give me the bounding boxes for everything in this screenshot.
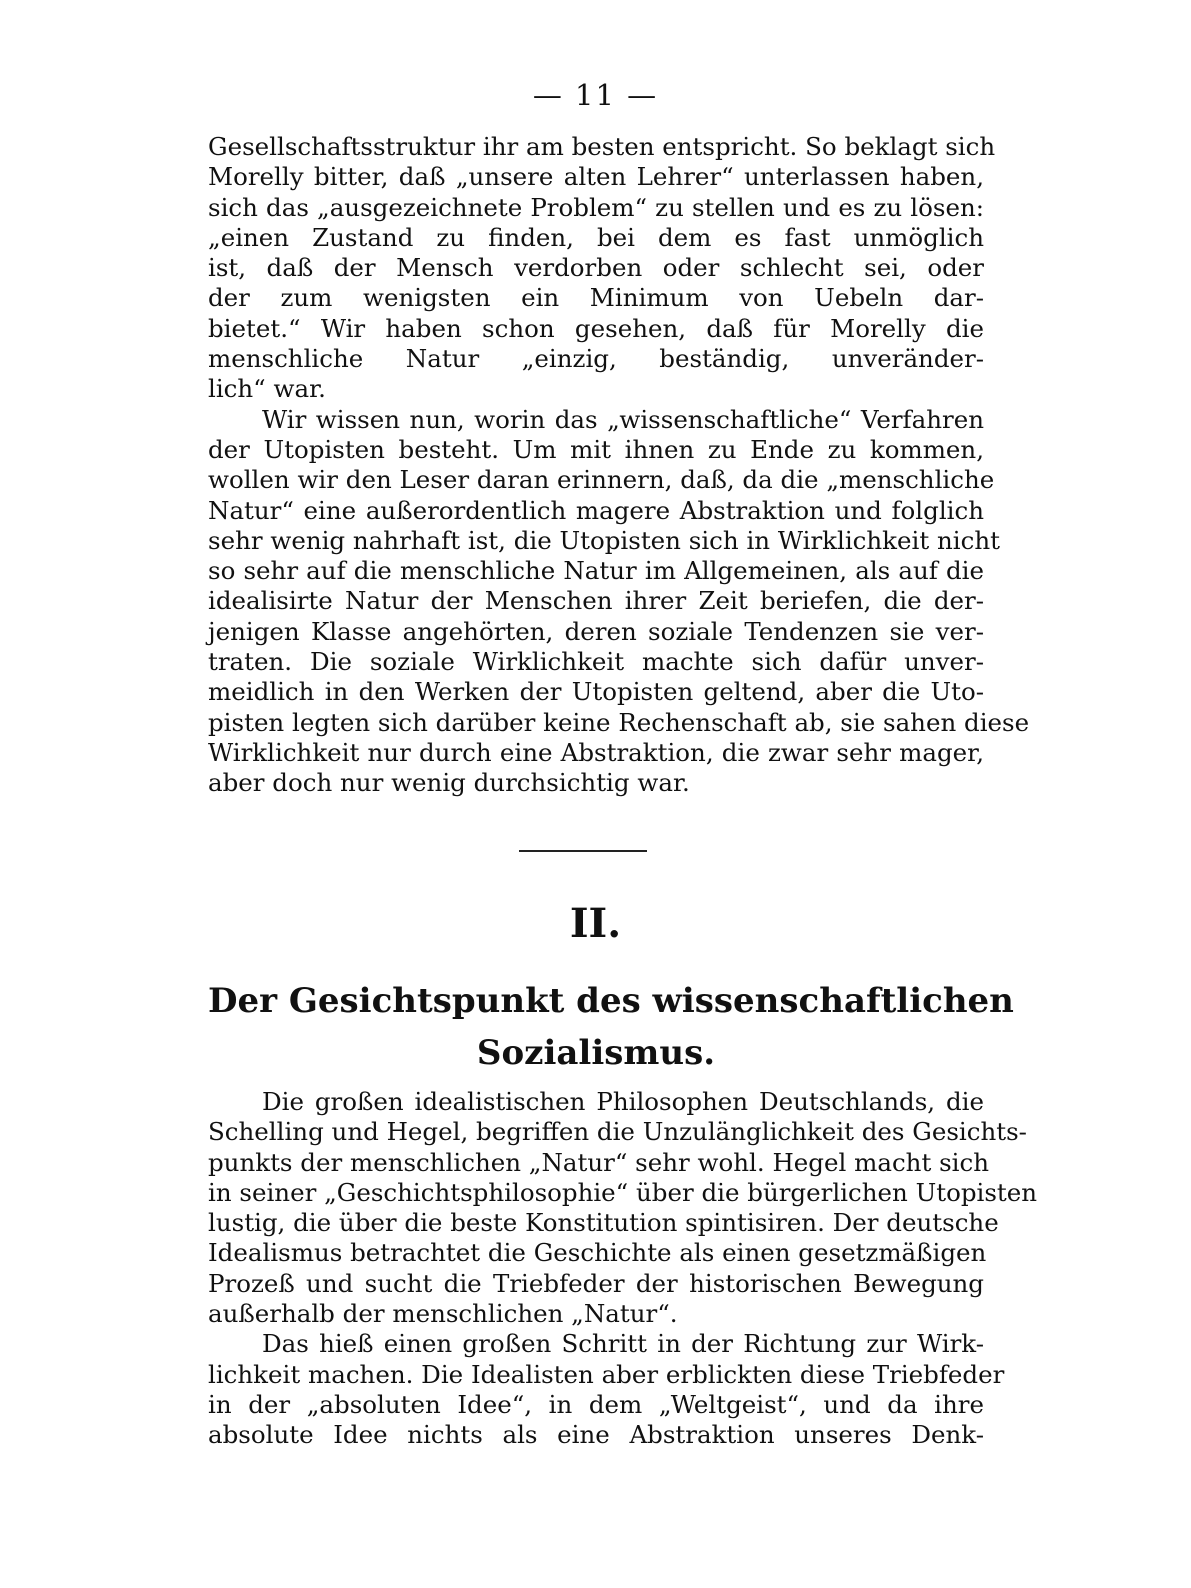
text-line: in der „absoluten Idee“, in dem „Weltgeist“, und da ihre: [208, 1389, 984, 1419]
text-line: ist, daß der Mensch verdorben oder schlecht sei, oder: [208, 253, 984, 283]
text-line: Wirklichkeit nur durch eine Abstraktion, die zwar sehr mager,: [208, 737, 984, 767]
text-line: Morelly bitter, daß „unsere alten Lehrer“ unterlassen haben,: [208, 162, 984, 192]
text-line: bietet.“ Wir haben schon gesehen, daß für Morelly die: [208, 313, 984, 343]
text-line: pisten legten sich darüber keine Rechenschaft ab, sie sahen diese: [208, 707, 1030, 737]
text-line: Die großen idealistischen Philosophen Deutschlands, die: [262, 1087, 984, 1116]
text-line: Idealismus betrachtet die Geschichte als einen gesetzmäßigen: [208, 1238, 987, 1268]
heading-line: Der Gesichtspunkt des wissenschaftlichen: [208, 981, 1014, 1021]
section-heading: [208, 975, 1014, 1079]
text-line: lich“ war.: [208, 374, 326, 404]
text-line: in seiner „Geschichtsphilosophie“ über die bürgerlichen Utopisten: [208, 1177, 1038, 1207]
text-line: idealisirte Natur der Menschen ihrer Zeit beriefen, die der-: [208, 586, 984, 616]
text-line: wollen wir den Leser daran erinnern, daß, da die „menschliche: [208, 465, 995, 495]
text-line: der zum wenigsten ein Minimum von Uebeln dar-: [208, 283, 984, 313]
body-text-block-1: [208, 132, 1030, 799]
text-line: absolute Idee nichts als eine Abstraktion unseres Denk-: [208, 1420, 984, 1450]
text-line: lichkeit machen. Die Idealisten aber erblickten diese Triebfeder: [208, 1359, 1005, 1389]
text-line: aber doch nur wenig durchsichtig war.: [208, 768, 690, 798]
text-line: menschliche Natur „einzig, beständig, unveränder-: [208, 344, 984, 374]
heading-line: Sozialismus.: [476, 1033, 716, 1073]
text-line: Das hieß einen großen Schritt in der Richtung zur Wirk-: [262, 1329, 984, 1359]
text-line: außerhalb der menschlichen „Natur“.: [208, 1299, 678, 1329]
text-line: jenigen Klasse angehörten, deren soziale Tendenzen sie ver-: [208, 616, 984, 646]
text-line: so sehr auf die menschliche Natur im Allgemeinen, als auf die: [208, 556, 984, 586]
text-line: Wir wissen nun, worin das „wissenschaftliche“ Verfahren: [262, 404, 984, 434]
text-line: sehr wenig nahrhaft ist, die Utopisten sich in Wirklichkeit nicht: [208, 525, 1000, 555]
text-line: Natur“ eine außerordentlich magere Abstraktion und folglich: [208, 495, 984, 525]
page-number: — 11 —: [532, 78, 659, 112]
text-line: Schelling und Hegel, begriffen die Unzulänglichkeit des Gesichts-: [208, 1117, 1027, 1147]
section-divider: [519, 850, 647, 852]
text-line: Gesellschaftsstruktur ihr am besten entspricht. So beklagt sich: [208, 132, 996, 161]
section-number: II.: [569, 900, 622, 947]
text-line: punkts der menschlichen „Natur“ sehr wohl. Hegel macht sich: [208, 1147, 989, 1177]
text-line: traten. Die soziale Wirklichkeit machte sich dafür unver-: [208, 647, 984, 677]
text-line: meidlich in den Werken der Utopisten geltend, aber die Uto-: [208, 677, 984, 707]
text-line: der Utopisten besteht. Um mit ihnen zu Ende zu kommen,: [208, 434, 984, 464]
text-line: lustig, die über die beste Konstitution spintisiren. Der deutsche: [208, 1208, 999, 1238]
text-line: Prozeß und sucht die Triebfeder der historischen Bewegung: [208, 1268, 984, 1298]
text-line: sich das „ausgezeichnete Problem“ zu stellen und es zu lösen:: [208, 192, 984, 222]
text-line: „einen Zustand zu finden, bei dem es fast unmöglich: [208, 222, 984, 252]
body-text-block-2: [208, 1087, 1038, 1451]
